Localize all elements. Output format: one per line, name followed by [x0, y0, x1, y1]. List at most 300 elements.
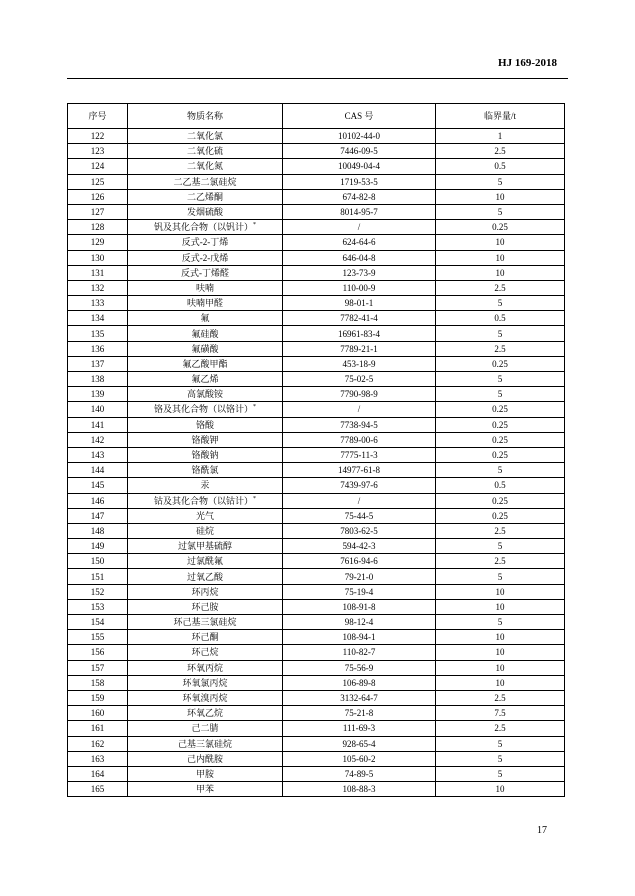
- cell-cas-number-text: 10049-04-4: [338, 161, 380, 172]
- cell-number-text: 153: [90, 601, 105, 612]
- table-row: [68, 447, 565, 462]
- cell-threshold-quantity: [436, 478, 565, 493]
- cell-threshold-quantity: [436, 554, 565, 569]
- cell-threshold-quantity-text: 10: [495, 647, 505, 658]
- cell-substance-name: [128, 417, 283, 432]
- cell-number-text: 155: [90, 632, 105, 643]
- cell-number-text: 141: [90, 419, 105, 430]
- cell-cas-number: [283, 417, 436, 432]
- cell-number: [68, 554, 128, 569]
- cell-cas-number-text: 75-02-5: [344, 374, 374, 385]
- cell-substance-name-text: 二乙基二氯硅烷: [173, 176, 237, 187]
- cell-number-text: 163: [90, 753, 105, 764]
- cell-cas-number-text: 3132-64-7: [340, 693, 378, 704]
- cell-cas-number: [283, 326, 436, 341]
- cell-threshold-quantity-text: 0.5: [494, 161, 506, 172]
- table-row: [68, 235, 565, 250]
- cell-cas-number-text: 594-42-3: [342, 541, 376, 552]
- cell-threshold-quantity: [436, 751, 565, 766]
- cell-substance-name: [128, 523, 283, 538]
- cell-cas-number-text: /: [357, 495, 361, 506]
- cell-threshold-quantity: [436, 508, 565, 523]
- cell-threshold-quantity: [436, 706, 565, 721]
- cell-substance-name: [128, 129, 283, 144]
- cell-threshold-quantity-text: 10: [495, 191, 505, 202]
- cell-cas-number: [283, 599, 436, 614]
- cell-substance-name: [128, 721, 283, 736]
- cell-number: [68, 311, 128, 326]
- cell-number-text: 135: [90, 328, 105, 339]
- cell-substance-name-text: 反式-丁烯醛: [181, 267, 229, 278]
- cell-threshold-quantity-text: 2.5: [494, 723, 506, 734]
- cell-threshold-quantity: [436, 432, 565, 447]
- table-row: [68, 599, 565, 614]
- table-row: [68, 372, 565, 387]
- cell-cas-number: [283, 766, 436, 781]
- table-row: [68, 296, 565, 311]
- cell-cas-number-text: 108-94-1: [342, 632, 376, 643]
- cell-cas-number: [283, 387, 436, 402]
- cell-number: [68, 387, 128, 402]
- cell-substance-name-text: 氟硅酸: [191, 328, 219, 339]
- cell-cas-number-text: 7446-09-5: [340, 146, 378, 157]
- column-header-name: 物质名称: [128, 104, 283, 129]
- cell-number: [68, 615, 128, 630]
- cell-substance-name-text: 铬酸钾: [191, 434, 219, 445]
- cell-cas-number: [283, 706, 436, 721]
- cell-threshold-quantity: [436, 690, 565, 705]
- cell-threshold-quantity-text: 2.5: [494, 693, 506, 704]
- table-row: [68, 706, 565, 721]
- cell-substance-name-text: 环己基三氯硅烷: [173, 617, 237, 628]
- table-row: [68, 280, 565, 295]
- document-code: HJ 169-2018: [498, 57, 557, 69]
- cell-substance-name: [128, 432, 283, 447]
- cell-threshold-quantity: [436, 463, 565, 478]
- cell-threshold-quantity-text: 5: [497, 328, 503, 339]
- table-row: [68, 523, 565, 538]
- cell-substance-name: [128, 584, 283, 599]
- cell-threshold-quantity-text: 5: [497, 176, 503, 187]
- cell-cas-number: [283, 736, 436, 751]
- cell-number-text: 122: [90, 131, 105, 142]
- cell-number-text: 154: [90, 617, 105, 628]
- table-row: [68, 387, 565, 402]
- cell-number-text: 147: [90, 510, 105, 521]
- cell-threshold-quantity-text: 10: [495, 632, 505, 643]
- header-rule: [67, 78, 568, 79]
- cell-number-text: 146: [90, 495, 105, 506]
- cell-threshold-quantity: [436, 675, 565, 690]
- cell-number-text: 145: [90, 480, 105, 491]
- table-row: [68, 356, 565, 371]
- cell-substance-name: [128, 250, 283, 265]
- cell-cas-number-text: 7775-11-3: [340, 450, 378, 461]
- cell-number: [68, 144, 128, 159]
- cell-threshold-quantity: [436, 615, 565, 630]
- cell-threshold-quantity: [436, 296, 565, 311]
- cell-cas-number-text: 79-21-0: [344, 571, 374, 582]
- cell-cas-number-text: 75-21-8: [344, 708, 374, 719]
- cell-cas-number: [283, 189, 436, 204]
- cell-number: [68, 690, 128, 705]
- cell-cas-number-text: 75-56-9: [344, 662, 374, 673]
- table-row: [68, 690, 565, 705]
- cell-number: [68, 129, 128, 144]
- cell-cas-number: [283, 660, 436, 675]
- cell-substance-name-text: 二氧化硫: [186, 146, 223, 157]
- cell-substance-name: [128, 478, 283, 493]
- cell-number: [68, 296, 128, 311]
- cell-number: [68, 584, 128, 599]
- cell-number: [68, 782, 128, 797]
- cell-number-text: 133: [90, 298, 105, 309]
- cell-substance-name: [128, 493, 283, 508]
- cell-substance-name-text: 呋喃: [195, 282, 214, 293]
- cell-number-text: 143: [90, 450, 105, 461]
- cell-number-text: 148: [90, 525, 105, 536]
- column-header-threshold: 临界量/t: [436, 104, 565, 129]
- cell-number: [68, 630, 128, 645]
- table-row: [68, 569, 565, 584]
- cell-cas-number-text: 928-65-4: [342, 738, 376, 749]
- cell-threshold-quantity-text: 5: [497, 298, 503, 309]
- cell-cas-number: [283, 539, 436, 554]
- cell-threshold-quantity: [436, 144, 565, 159]
- cell-substance-name-text: 过氯酰氟: [186, 556, 223, 567]
- cell-cas-number-text: 108-88-3: [342, 784, 376, 795]
- page-number: 17: [537, 825, 547, 836]
- cell-substance-name-text: 二乙烯酮: [186, 191, 223, 202]
- cell-threshold-quantity-text: 2.5: [494, 282, 506, 293]
- cell-substance-name: [128, 463, 283, 478]
- substance-table: [67, 103, 565, 797]
- cell-substance-name-text: 环氧溴丙烷: [182, 693, 228, 704]
- cell-number-text: 160: [90, 708, 105, 719]
- cell-number: [68, 447, 128, 462]
- cell-cas-number-text: 123-73-9: [342, 267, 376, 278]
- cell-substance-name: [128, 599, 283, 614]
- cell-cas-number: [283, 569, 436, 584]
- cell-substance-name: [128, 766, 283, 781]
- cell-substance-name-text: 发烟硫酸: [186, 207, 223, 218]
- cell-number: [68, 189, 128, 204]
- cell-threshold-quantity: [436, 356, 565, 371]
- cell-number-text: 149: [90, 541, 105, 552]
- cell-threshold-quantity: [436, 341, 565, 356]
- footnote-marker: *: [253, 495, 256, 502]
- cell-threshold-quantity-text: 0.25: [492, 510, 508, 521]
- cell-threshold-quantity-text: 5: [497, 753, 503, 764]
- cell-threshold-quantity-text: 10: [495, 586, 505, 597]
- cell-substance-name-text: 甲苯: [195, 784, 214, 795]
- table-row: [68, 159, 565, 174]
- cell-cas-number: [283, 372, 436, 387]
- cell-substance-name-text: 铬酰氯: [191, 465, 219, 476]
- cell-number: [68, 539, 128, 554]
- cell-number: [68, 159, 128, 174]
- cell-substance-name: [128, 402, 283, 417]
- table-row: [68, 675, 565, 690]
- cell-cas-number-text: 98-01-1: [344, 298, 374, 309]
- table-row: [68, 326, 565, 341]
- cell-threshold-quantity: [436, 447, 565, 462]
- table-row: [68, 174, 565, 189]
- cell-threshold-quantity: [436, 523, 565, 538]
- cell-cas-number: [283, 356, 436, 371]
- cell-threshold-quantity-text: 0.5: [494, 480, 506, 491]
- cell-number: [68, 280, 128, 295]
- cell-cas-number: [283, 402, 436, 417]
- cell-substance-name-text: 氟: [200, 313, 210, 324]
- cell-threshold-quantity-text: 10: [495, 267, 505, 278]
- cell-substance-name-text: 环己酮: [191, 632, 219, 643]
- cell-threshold-quantity: [436, 584, 565, 599]
- cell-number-text: 138: [90, 374, 105, 385]
- cell-substance-name-text: 铬酸: [195, 419, 214, 430]
- cell-number-text: 165: [90, 784, 105, 795]
- cell-substance-name: [128, 159, 283, 174]
- cell-number: [68, 432, 128, 447]
- cell-cas-number: [283, 235, 436, 250]
- cell-cas-number: [283, 630, 436, 645]
- cell-threshold-quantity-text: 10: [495, 662, 505, 673]
- cell-substance-name-text: 铬酸钠: [191, 450, 219, 461]
- cell-cas-number: [283, 311, 436, 326]
- cell-threshold-quantity: [436, 129, 565, 144]
- table-row: [68, 782, 565, 797]
- cell-cas-number: [283, 508, 436, 523]
- table-row: [68, 417, 565, 432]
- cell-substance-name-text: 硅烷: [195, 525, 214, 536]
- cell-threshold-quantity-text: 0.25: [492, 404, 508, 415]
- table-header-row: [68, 104, 565, 129]
- cell-substance-name: [128, 706, 283, 721]
- cell-cas-number: [283, 751, 436, 766]
- table-row: [68, 204, 565, 219]
- cell-number-text: 140: [90, 404, 105, 415]
- cell-number-text: 132: [90, 282, 105, 293]
- cell-number-text: 123: [90, 146, 105, 157]
- cell-cas-number-text: 646-04-8: [342, 252, 376, 263]
- cell-number: [68, 706, 128, 721]
- cell-substance-name-text: 钴及其化合物（以钴计）: [153, 495, 253, 506]
- cell-cas-number-text: 453-18-9: [342, 358, 376, 369]
- table-row: [68, 129, 565, 144]
- cell-number-text: 144: [90, 465, 105, 476]
- cell-substance-name: [128, 311, 283, 326]
- table-row: [68, 721, 565, 736]
- cell-substance-name: [128, 615, 283, 630]
- cell-threshold-quantity-text: 0.25: [492, 419, 508, 430]
- cell-threshold-quantity-text: 0.25: [492, 434, 508, 445]
- footnote-marker: *: [253, 222, 256, 229]
- cell-cas-number: [283, 159, 436, 174]
- cell-substance-name: [128, 326, 283, 341]
- table-row: [68, 615, 565, 630]
- cell-number-text: 129: [90, 237, 105, 248]
- cell-number-text: 125: [90, 176, 105, 187]
- cell-threshold-quantity-text: 2.5: [494, 146, 506, 157]
- cell-threshold-quantity-text: 5: [497, 374, 503, 385]
- cell-number-text: 139: [90, 389, 105, 400]
- cell-threshold-quantity-text: 2.5: [494, 525, 506, 536]
- cell-substance-name: [128, 265, 283, 280]
- table-row: [68, 584, 565, 599]
- cell-substance-name-text: 过氧乙酸: [186, 571, 223, 582]
- cell-cas-number-text: 7789-21-1: [340, 343, 378, 354]
- cell-number: [68, 326, 128, 341]
- cell-substance-name-text: 反式-2-丁烯: [181, 237, 229, 248]
- cell-threshold-quantity-text: 0.25: [492, 495, 508, 506]
- cell-cas-number: [283, 493, 436, 508]
- table-row: [68, 478, 565, 493]
- cell-number-text: 137: [90, 358, 105, 369]
- cell-number: [68, 174, 128, 189]
- cell-number-text: 150: [90, 556, 105, 567]
- cell-cas-number: [283, 296, 436, 311]
- cell-number-text: 158: [90, 677, 105, 688]
- cell-threshold-quantity: [436, 539, 565, 554]
- cell-threshold-quantity: [436, 599, 565, 614]
- cell-threshold-quantity-text: 5: [497, 571, 503, 582]
- cell-substance-name: [128, 144, 283, 159]
- cell-cas-number-text: 7439-97-6: [340, 480, 378, 491]
- table-row: [68, 736, 565, 751]
- cell-threshold-quantity-text: 5: [497, 389, 503, 400]
- cell-threshold-quantity-text: 0.25: [492, 358, 508, 369]
- cell-cas-number-text: 7616-94-6: [340, 556, 378, 567]
- cell-number: [68, 402, 128, 417]
- cell-substance-name: [128, 736, 283, 751]
- cell-cas-number: [283, 204, 436, 219]
- cell-threshold-quantity-text: 10: [495, 601, 505, 612]
- cell-number-text: 126: [90, 191, 105, 202]
- cell-substance-name: [128, 660, 283, 675]
- cell-number-text: 156: [90, 647, 105, 658]
- table-row: [68, 341, 565, 356]
- cell-number: [68, 721, 128, 736]
- cell-threshold-quantity: [436, 220, 565, 235]
- cell-substance-name-text: 高氯酸铵: [186, 389, 223, 400]
- cell-substance-name: [128, 675, 283, 690]
- table-row: [68, 311, 565, 326]
- cell-cas-number-text: 10102-44-0: [338, 131, 380, 142]
- cell-cas-number-text: 624-64-6: [342, 237, 376, 248]
- cell-cas-number-text: 7803-62-5: [340, 525, 378, 536]
- cell-threshold-quantity-text: 0.25: [492, 450, 508, 461]
- cell-cas-number: [283, 782, 436, 797]
- cell-cas-number: [283, 463, 436, 478]
- cell-number: [68, 660, 128, 675]
- cell-threshold-quantity-text: 10: [495, 677, 505, 688]
- cell-number: [68, 751, 128, 766]
- cell-cas-number-text: 7789-00-6: [340, 434, 378, 445]
- cell-threshold-quantity: [436, 569, 565, 584]
- cell-cas-number-text: 74-89-5: [344, 768, 374, 779]
- cell-cas-number-text: 110-00-9: [342, 282, 376, 293]
- cell-threshold-quantity-text: 7.5: [494, 708, 506, 719]
- cell-threshold-quantity: [436, 493, 565, 508]
- table-row: [68, 432, 565, 447]
- cell-threshold-quantity-text: 5: [497, 541, 503, 552]
- cell-threshold-quantity-text: 5: [497, 768, 503, 779]
- cell-cas-number-text: 75-19-4: [344, 586, 374, 597]
- cell-number-text: 127: [90, 207, 105, 218]
- cell-substance-name-text: 钒及其化合物（以钒计）: [153, 222, 253, 233]
- cell-cas-number-text: /: [357, 222, 361, 233]
- cell-number-text: 124: [90, 161, 105, 172]
- cell-threshold-quantity: [436, 326, 565, 341]
- cell-cas-number-text: /: [357, 404, 361, 415]
- cell-cas-number-text: 105-60-2: [342, 753, 376, 764]
- cell-cas-number: [283, 144, 436, 159]
- cell-cas-number-text: 75-44-5: [344, 510, 374, 521]
- cell-cas-number: [283, 584, 436, 599]
- cell-cas-number: [283, 523, 436, 538]
- cell-substance-name: [128, 539, 283, 554]
- cell-substance-name-text: 氟乙烯: [191, 374, 219, 385]
- cell-cas-number-text: 7790-98-9: [340, 389, 378, 400]
- cell-cas-number: [283, 690, 436, 705]
- cell-threshold-quantity: [436, 402, 565, 417]
- cell-threshold-quantity: [436, 174, 565, 189]
- cell-substance-name-text: 反式-2-戊烯: [181, 252, 229, 263]
- cell-substance-name: [128, 569, 283, 584]
- cell-number-text: 142: [90, 434, 105, 445]
- cell-cas-number: [283, 129, 436, 144]
- cell-substance-name-text: 环氧氯丙烷: [182, 677, 228, 688]
- cell-cas-number: [283, 432, 436, 447]
- column-header-number: 序号: [68, 104, 128, 129]
- cell-number-text: 134: [90, 313, 105, 324]
- cell-substance-name: [128, 508, 283, 523]
- cell-number-text: 130: [90, 252, 105, 263]
- cell-substance-name-text: 氟磺酸: [191, 343, 219, 354]
- cell-threshold-quantity: [436, 645, 565, 660]
- table-row: [68, 630, 565, 645]
- cell-number: [68, 569, 128, 584]
- table-row: [68, 751, 565, 766]
- table-row: [68, 220, 565, 235]
- cell-substance-name-text: 呋喃甲醛: [186, 298, 223, 309]
- cell-cas-number: [283, 645, 436, 660]
- cell-substance-name: [128, 189, 283, 204]
- cell-number: [68, 736, 128, 751]
- cell-substance-name-text: 环氧丙烷: [186, 662, 223, 673]
- cell-threshold-quantity: [436, 372, 565, 387]
- cell-substance-name: [128, 387, 283, 402]
- cell-substance-name-text: 氟乙酸甲酯: [182, 358, 228, 369]
- cell-substance-name-text: 己二腈: [191, 723, 219, 734]
- cell-cas-number-text: 106-89-8: [342, 677, 376, 688]
- cell-threshold-quantity-text: 5: [497, 738, 503, 749]
- cell-number: [68, 372, 128, 387]
- table-row: [68, 144, 565, 159]
- cell-cas-number-text: 7738-94-5: [340, 419, 378, 430]
- table-row: [68, 402, 565, 417]
- cell-cas-number: [283, 675, 436, 690]
- cell-threshold-quantity: [436, 265, 565, 280]
- cell-cas-number-text: 16961-83-4: [338, 328, 380, 339]
- cell-threshold-quantity-text: 0.5: [494, 313, 506, 324]
- cell-number-text: 161: [90, 723, 105, 734]
- table-row: [68, 539, 565, 554]
- cell-substance-name: [128, 630, 283, 645]
- cell-threshold-quantity-text: 1: [497, 131, 503, 142]
- cell-number: [68, 493, 128, 508]
- cell-substance-name: [128, 280, 283, 295]
